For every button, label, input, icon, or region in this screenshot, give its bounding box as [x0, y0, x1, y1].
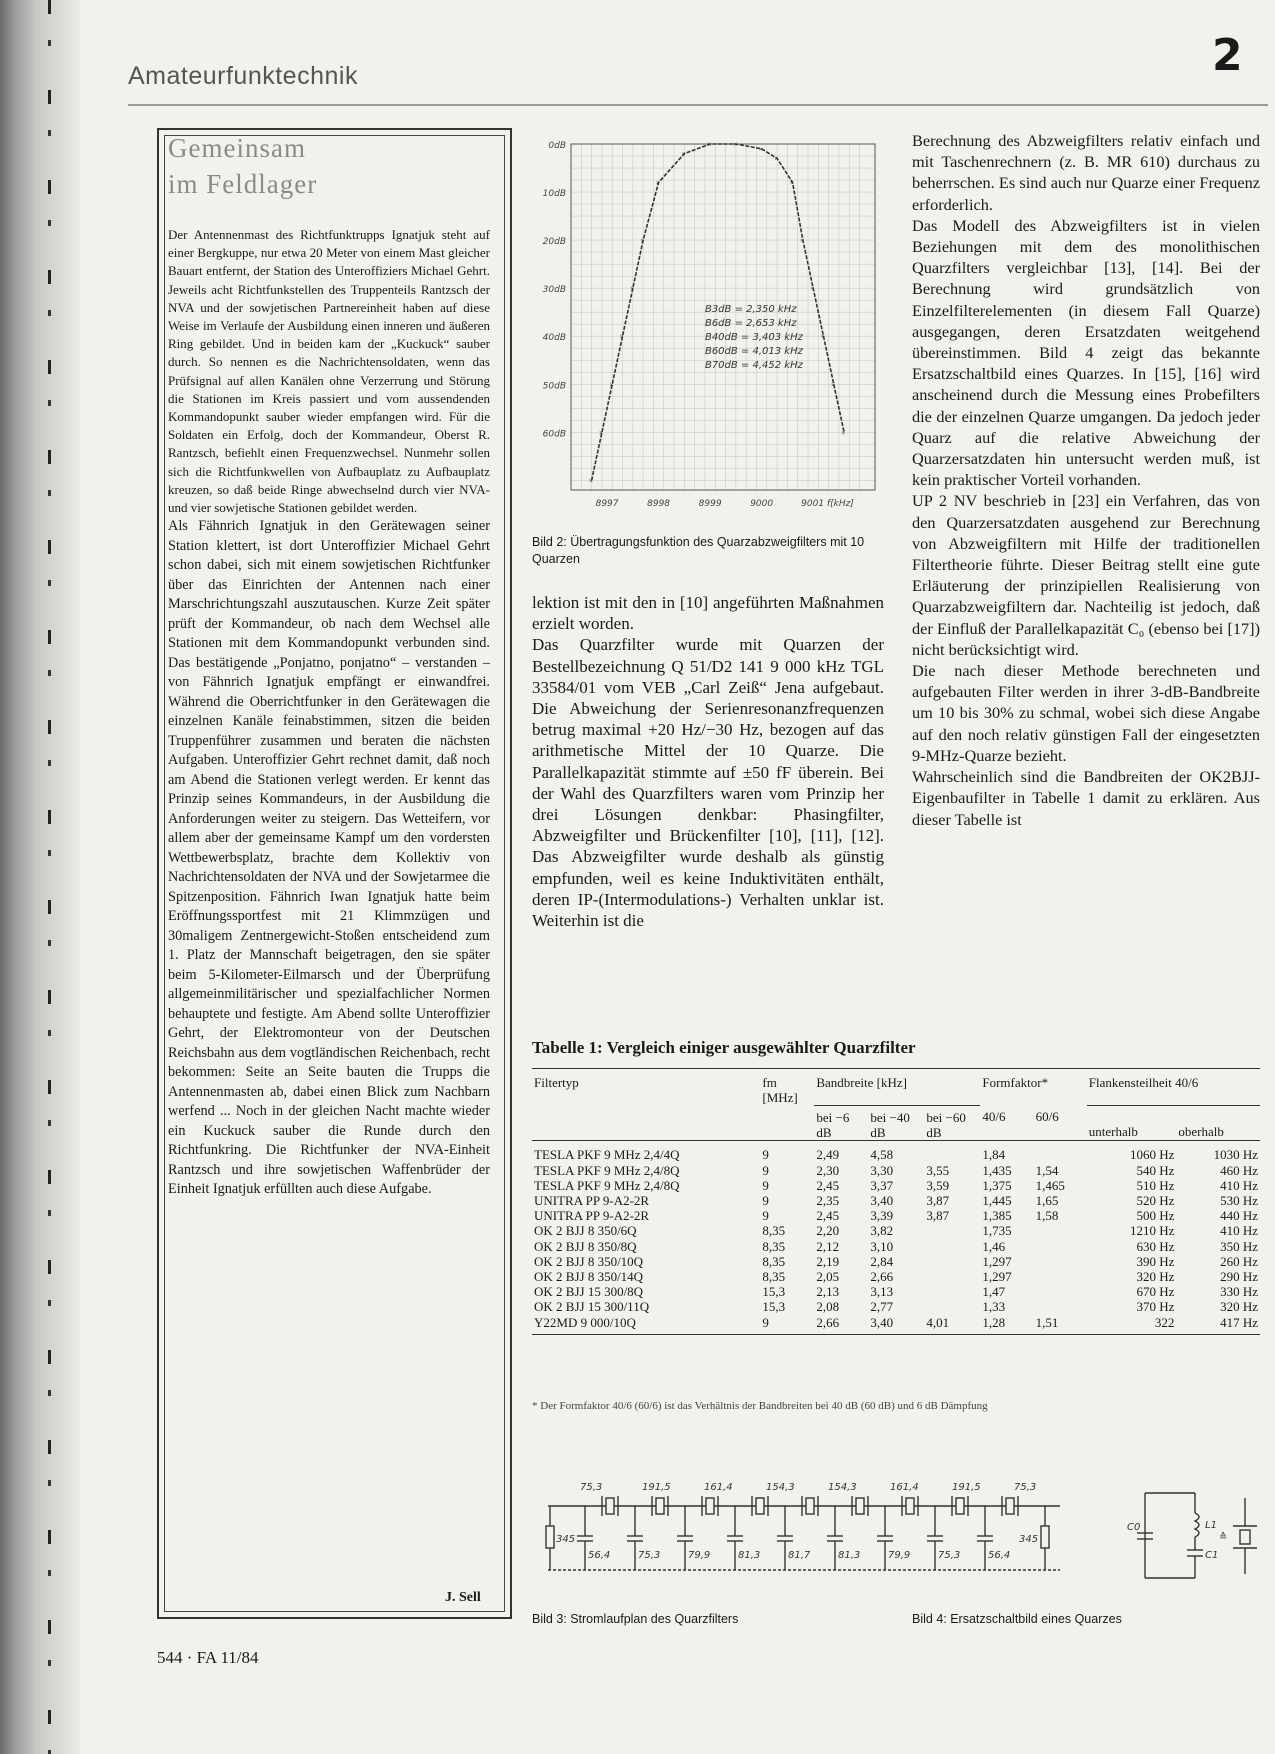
scan-edge-shadow: [0, 0, 80, 1754]
cell-bw40: 4,58: [870, 1147, 894, 1163]
cell-bw40: 3,40: [870, 1314, 894, 1330]
cell-unterhalb: 540 Hz: [1136, 1162, 1175, 1178]
header-rule: [128, 104, 1268, 106]
table-row: [532, 1163, 1260, 1178]
table-row: [532, 1269, 1260, 1284]
chart-point: ×: [629, 284, 635, 294]
cell-ff40: 1,297: [982, 1253, 1012, 1269]
cell-oberhalb: 350 Hz: [1220, 1238, 1258, 1254]
plot-frame: [571, 144, 875, 490]
column2-text: [532, 592, 884, 931]
cell-oberhalb: 530 Hz: [1220, 1192, 1258, 1208]
crystal: [756, 1498, 764, 1514]
label-l1: L1: [1205, 1520, 1217, 1531]
cell-filtertyp: OK 2 BJJ 8 350/8Q: [534, 1238, 637, 1254]
cell-ff60: 1,54: [1035, 1162, 1059, 1178]
table-row: [532, 1147, 1260, 1162]
sidebar-title: [168, 130, 317, 202]
capacitor-value-top: 154,3: [828, 1482, 857, 1493]
cell-bw60: 3,87: [926, 1192, 950, 1208]
column3-text: [912, 130, 1260, 830]
capacitor-value-bottom: 79,9: [888, 1550, 911, 1561]
cell-filtertyp: TESLA PKF 9 MHz 2,4/8Q: [534, 1177, 680, 1193]
cell-oberhalb: 417 Hz: [1220, 1314, 1258, 1330]
cell-ff40: 1,47: [982, 1284, 1006, 1300]
y-tick-label: 10dB: [542, 189, 566, 200]
cell-bw60: [924, 1147, 980, 1162]
cell-filtertyp: TESLA PKF 9 MHz 2,4/4Q: [534, 1147, 680, 1163]
crystal: [1006, 1498, 1014, 1514]
cell-ff40: 1,28: [982, 1314, 1006, 1330]
cell-bw60: [924, 1269, 980, 1284]
cell-oberhalb: 440 Hz: [1220, 1208, 1258, 1224]
cell-bw6: 2,20: [816, 1223, 840, 1239]
th-bw-60: bei −60 dB: [926, 1109, 966, 1141]
cell-filtertyp: Y22MD 9 000/10Q: [534, 1314, 636, 1330]
cell-fm: 15,3: [762, 1299, 786, 1315]
capacitor-value-top: 191,5: [642, 1482, 671, 1493]
cell-unterhalb: 670 Hz: [1136, 1284, 1175, 1300]
cell-unterhalb: 1060 Hz: [1129, 1147, 1175, 1163]
sidebar-paragraph: Der Antennenmast des Richtfunktrupps Ignatjuk steht auf einer Bergkuppe, nur etwa 20 Meter von einem Mast gleicher Bauart entfernt, der Station des Unteroffiziers Michael Gehrt. Jeweils acht Richtfunkstellen des Truppenteils Rantzsch der NVA und der sowjetischen Partnereinheit haben auf diese Weise im Verlaufe der Ausbildung einen inneren und äußeren Ring gebildet. Und in beiden kam der „Kuckuck“ sauber durch. So nennen es die Nachrichtensoldaten, wenn das Prüfsignal auf allen Kanälen ohne Verzerrung und Störung die Stationen im Kreis passiert und vom aussendenden Kommandopunkt sauber wieder empfangen wird. Für die Soldaten ein Erfolg, doch der Kommandeur, Oberst R. Rantzsch, befiehlt einen Frequenzwechsel. Nunmehr sollen sich die Richtfunkwellen von Aufbauplatz zu Aufbauplatz kreuzen, so daß beide Ringe abwechselnd durch vier NVA- und vier sowjetische Stationen gebildet werden.: [168, 227, 490, 516]
x-tick-label: 8999: [698, 499, 722, 509]
cell-bw40: 2,66: [870, 1268, 894, 1284]
cell-bw60: [924, 1254, 980, 1269]
cell-fm: 9: [762, 1147, 769, 1163]
cell-bw6: 2,49: [816, 1147, 840, 1163]
table-row: [532, 1208, 1260, 1223]
cell-unterhalb: 510 Hz: [1136, 1177, 1175, 1193]
cell-oberhalb: 1030 Hz: [1213, 1147, 1258, 1163]
chart-point: ×: [655, 178, 661, 188]
cell-ff40: 1,385: [982, 1208, 1012, 1224]
chart-point: ×: [609, 380, 614, 390]
th-filtertyp: Filtertyp: [534, 1075, 579, 1090]
cell-filtertyp: OK 2 BJJ 15 300/8Q: [534, 1284, 644, 1300]
table-row: [532, 1284, 1260, 1299]
filter-schematic: [540, 1478, 1120, 1588]
crystal: [806, 1498, 814, 1514]
resistor-value: 345: [1019, 1534, 1039, 1545]
table-row: [532, 1239, 1260, 1254]
bandwidth-annotation: B3dB = 2,350 kHz: [704, 304, 797, 316]
cell-filtertyp: OK 2 BJJ 8 350/14Q: [534, 1268, 644, 1284]
chart-point: ×: [799, 236, 805, 246]
cell-bw40: 2,77: [870, 1299, 894, 1315]
cell-filtertyp: OK 2 BJJ 8 350/10Q: [534, 1253, 644, 1269]
quartz-filter-table: [532, 1068, 1260, 1335]
cell-unterhalb: 320 Hz: [1136, 1268, 1175, 1284]
cell-ff40: 1,435: [982, 1162, 1012, 1178]
cell-bw60: [924, 1299, 980, 1314]
bandwidth-annotation: B40dB = 3,403 kHz: [704, 332, 803, 344]
cell-bw60: [924, 1284, 980, 1299]
chart-point: ×: [789, 178, 795, 188]
th-ff-60: 60/6: [1035, 1109, 1059, 1125]
cell-bw60: [924, 1239, 980, 1254]
cell-bw6: 2,19: [816, 1253, 840, 1269]
cell-bw40: 3,37: [870, 1177, 894, 1193]
bandwidth-annotation: B6dB = 2,653 kHz: [704, 318, 797, 330]
chart-grid: [571, 144, 875, 490]
x-tick-label: 9001 f[kHz]: [801, 499, 854, 509]
cell-ff40: 1,297: [982, 1268, 1012, 1284]
th-bw-40: bei −40 dB: [870, 1109, 910, 1141]
resistor: [546, 1526, 554, 1548]
cell-bw6: 2,13: [816, 1284, 840, 1300]
column3-paragraph: Das Modell des Abzweigfilters ist in vielen Beziehungen mit dem des monolithischen Quarzfilters vergleichbar [13], [14]. Bei der Berechnung wird grundsätzlich von Einzelfilterelementen (in diesem Fall Quarze) ausgegangen, deren Ersatzdaten weitgehend übereinstimmen. Bild 4 zeigt das bekannte Ersatzschaltbild eines Quarzes. In [15], [16] wird anscheinend durch die Messung eines Probefilters die der einzelnen Quarze umgangen. Da jedoch jeder Quarz auf die relative Abweichung der Quarzersatzdaten hin untersucht werden muß, ist kein praktischer Vorteil vorhanden.: [912, 215, 1260, 490]
sidebar-title-line2: im Feldlager: [168, 169, 318, 199]
th-bandbreite: Bandbreite [kHz]: [814, 1069, 980, 1106]
chart-point: ×: [774, 154, 779, 164]
cell-bw6: 2,05: [816, 1268, 840, 1284]
cell-unterhalb: 500 Hz: [1136, 1208, 1175, 1224]
cell-unterhalb: 322: [1154, 1314, 1175, 1330]
cell-ff40: 1,735: [982, 1223, 1012, 1239]
transfer-function-chart: [535, 128, 887, 530]
cell-filtertyp: TESLA PKF 9 MHz 2,4/8Q: [534, 1162, 680, 1178]
crystal: [956, 1498, 964, 1514]
chart-point: ×: [810, 284, 815, 294]
capacitor-value-top: 161,4: [704, 1482, 733, 1493]
cell-oberhalb: 410 Hz: [1220, 1223, 1258, 1239]
x-tick-label: 9000: [750, 499, 774, 509]
cell-oberhalb: 330 Hz: [1220, 1284, 1258, 1300]
chart-point: ×: [707, 140, 712, 149]
th-fm: fm [MHz]: [762, 1075, 798, 1106]
handwritten-page-number: 2: [1212, 30, 1243, 81]
x-tick-label: 8997: [595, 499, 619, 509]
cell-bw6: 2,45: [816, 1177, 840, 1193]
chart-annotations: [705, 304, 804, 371]
y-tick-label: 50dB: [542, 381, 566, 392]
th-ff-40: 40/6: [982, 1109, 1006, 1125]
capacitor-value-top: 75,3: [580, 1482, 603, 1493]
cell-bw6: 2,30: [816, 1162, 840, 1178]
capacitor-value-bottom: 56,4: [588, 1550, 611, 1561]
cell-filtertyp: OK 2 BJJ 15 300/11Q: [534, 1299, 650, 1315]
capacitor-value-top: 154,3: [766, 1482, 795, 1493]
cell-bw40: 3,13: [870, 1284, 894, 1300]
cell-bw6: 2,35: [816, 1192, 840, 1208]
sidebar-text: [168, 226, 490, 1200]
cell-filtertyp: UNITRA PP 9-A2-2R: [534, 1208, 650, 1224]
cell-fm: 9: [762, 1162, 769, 1178]
cell-unterhalb: 1210 Hz: [1129, 1223, 1175, 1239]
cell-bw40: 3,82: [870, 1223, 894, 1239]
quartz-equivalent-circuit: [1125, 1478, 1265, 1588]
y-tick-label: 30dB: [542, 285, 566, 296]
cell-ff60: 1,51: [1035, 1314, 1059, 1330]
cell-bw60: 3,59: [926, 1177, 950, 1193]
cell-ff40: 1,84: [982, 1147, 1006, 1163]
capacitor-value-bottom: 81,3: [738, 1550, 761, 1561]
cell-bw40: 2,84: [870, 1253, 894, 1269]
table-row: [532, 1299, 1260, 1314]
cell-fm: 8,35: [762, 1253, 786, 1269]
th-formfaktor: Formfaktor*: [982, 1075, 1049, 1090]
cell-oberhalb: 460 Hz: [1220, 1162, 1258, 1178]
sidebar-title-line1: Gemeinsam: [168, 133, 306, 163]
th-bw-6: bei −6 dB: [816, 1109, 850, 1141]
y-tick-label: 40dB: [542, 333, 566, 344]
cell-bw6: 2,08: [816, 1299, 840, 1315]
cell-ff60: [1034, 1223, 1087, 1238]
cell-bw60: 3,87: [926, 1208, 950, 1224]
chart-point: ×: [640, 236, 645, 246]
figure2-caption: Bild 2: Übertragungsfunktion des Quarzabzweigfilters mit 10 Quarzen: [532, 535, 865, 566]
cell-ff60: 1,465: [1035, 1177, 1065, 1193]
cell-ff60: [1034, 1147, 1087, 1162]
cell-oberhalb: 410 Hz: [1220, 1177, 1258, 1193]
table-caption: Tabelle 1: Vergleich einiger ausgewählter Quarzfilter: [532, 1038, 916, 1057]
x-tick-label: 8998: [647, 499, 671, 509]
table-row: [532, 1254, 1260, 1269]
cell-fm: 9: [762, 1208, 769, 1224]
resistor: [1041, 1526, 1049, 1548]
y-tick-label: 60dB: [542, 429, 566, 440]
chart-point: ×: [830, 380, 836, 390]
capacitor-value-bottom: 81,7: [788, 1550, 811, 1561]
cell-filtertyp: UNITRA PP 9-A2-2R: [534, 1192, 650, 1208]
cell-unterhalb: 630 Hz: [1136, 1238, 1175, 1254]
cell-ff60: 1,58: [1035, 1208, 1059, 1224]
capacitor-value-bottom: 56,4: [988, 1550, 1011, 1561]
table-row: [532, 1178, 1260, 1193]
table-footnote: * Der Formfaktor 40/6 (60/6) ist das Verhältnis der Bandbreiten bei 40 dB (60 dB) und 6 dB Dämpfung: [532, 1400, 988, 1412]
column3-paragraph: Wahrscheinlich sind die Bandbreiten der OK2BJJ-Eigenbaufilter in Tabelle 1 damit zu erklären. Aus dieser Tabelle ist: [912, 767, 1260, 829]
th-flanken: Flankensteilheit 40/6: [1087, 1069, 1260, 1106]
cell-bw6: 2,12: [816, 1238, 840, 1254]
cell-fm: 9: [762, 1177, 769, 1193]
cell-fm: 8,35: [762, 1223, 786, 1239]
chart-point: ×: [820, 332, 825, 342]
crystal: [706, 1498, 714, 1514]
cell-fm: 8,35: [762, 1268, 786, 1284]
column2-paragraph: Das Quarzfilter wurde mit Quarzen der Bestellbezeichnung Q 51/D2 141 9 000 kHz TGL 33584/01 vom VEB „Carl Zeiß“ Jena aufgebaut. Die Abweichung der Serienresonanzfrequenzen betrug maximal +20 Hz/−30 Hz, bezogen auf das arithmetische Mittel der 10 Quarze. Die Parallelkapazität stimmte auf ±50 fF überein. Bei der Wahl des Quarzfilters waren vom Prinzip her drei Lösungen denkbar: Phasingfilter, Abzweigfilter und Brückenfilter [10], [11], [12]. Das Abzweigfilter wurde deshalb als günstig empfunden, weil es keine Induktivitäten enthält, deren IP-(Intermodulations-) Verhalten unklar ist. Weiterhin ist die: [532, 635, 884, 931]
chart-point: ×: [598, 428, 604, 438]
capacitor-value-bottom: 79,9: [688, 1550, 711, 1561]
cell-ff60: [1034, 1299, 1087, 1314]
chart-point: ×: [732, 140, 738, 149]
y-tick-label: 0dB: [548, 141, 566, 151]
label-c1: C1: [1205, 1550, 1219, 1561]
column3-paragraph: Die nach dieser Methode berechneten und aufgebauten Filter werden in ihrer 3-dB-Bandbreite um 10 bis 30% zu schmal, wobei sich diese Angabe auf den noch relativ günstigen Fall der eingesetzten 9-MHz-Quarze bezieht.: [912, 661, 1260, 765]
cell-ff40: 1,445: [982, 1192, 1012, 1208]
label-c0: C0: [1127, 1522, 1141, 1533]
chart-point: ×: [588, 476, 594, 486]
resistor-value: 345: [556, 1534, 576, 1545]
cell-unterhalb: 520 Hz: [1136, 1192, 1175, 1208]
cell-oberhalb: 260 Hz: [1220, 1253, 1258, 1269]
th-unterhalb: unterhalb: [1088, 1123, 1138, 1139]
cell-unterhalb: 370 Hz: [1136, 1299, 1175, 1315]
cell-fm: 9: [762, 1192, 769, 1208]
cell-bw40: 3,40: [870, 1192, 894, 1208]
capacitor-value-bottom: 81,3: [838, 1550, 861, 1561]
capacitor-value-bottom: 75,3: [638, 1550, 661, 1561]
cell-fm: 8,35: [762, 1238, 786, 1254]
chart-point: ×: [619, 332, 625, 342]
capacitor-value-top: 75,3: [1014, 1482, 1037, 1493]
page-footer: 544 · FA 11/84: [157, 1648, 259, 1667]
crystal: [606, 1498, 614, 1514]
cell-bw60: [924, 1223, 980, 1238]
figure4-caption: Bild 4: Ersatzschaltbild eines Quarzes: [912, 1612, 1122, 1626]
cell-fm: 9: [762, 1314, 769, 1330]
cell-ff60: [1034, 1284, 1087, 1299]
y-tick-label: 20dB: [542, 237, 566, 248]
chart-point: ×: [841, 428, 846, 438]
equivalence-sign: ≙: [1219, 1532, 1228, 1543]
cell-bw6: 2,66: [816, 1314, 840, 1330]
th-oberhalb: oberhalb: [1178, 1123, 1224, 1139]
cell-bw6: 2,45: [816, 1208, 840, 1224]
cell-ff40: 1,375: [982, 1177, 1012, 1193]
capacitor-value-top: 191,5: [952, 1482, 981, 1493]
section-header: Amateurfunktechnik: [128, 62, 358, 90]
cell-ff40: 1,33: [982, 1299, 1006, 1315]
cell-bw60: 4,01: [926, 1314, 950, 1330]
cell-ff60: [1034, 1239, 1087, 1254]
column3-paragraph: UP 2 NV beschrieb in [23] ein Verfahren, das von den Quarzersatzdaten ausgehend zur Berechnung von Abzweigfiltern mit Hilfe der traditionellen Filtertheorie führte. Dieser Beitrag stellt eine gute Erläuterung der prinzipiellen Realisierung von Quarzabzweigfiltern dar. Nachteilig ist jedoch, daß der Einfluß der Parallelkapazität C₀ (ebenso bei [17]) nicht berücksichtigt wird.: [912, 491, 1260, 659]
cell-filtertyp: OK 2 BJJ 8 350/6Q: [534, 1223, 637, 1239]
cell-bw40: 3,30: [870, 1162, 894, 1178]
cell-fm: 15,3: [762, 1284, 786, 1300]
crystal: [656, 1498, 664, 1514]
bandwidth-annotation: B60dB = 4,013 kHz: [704, 346, 803, 358]
cell-unterhalb: 390 Hz: [1136, 1253, 1175, 1269]
cell-bw40: 3,10: [870, 1238, 894, 1254]
cell-bw60: 3,55: [926, 1162, 950, 1178]
sidebar-paragraph: Als Fähnrich Ignatjuk in den Gerätewagen seiner Station klettert, ist dort Unteroffizier Michael Gehrt schon dabei, sich mit einem sowjetischen Richtfunker über das Einrichten der Antennen nach einer Marschrichtungszahl auszutauschen. Kurze Zeit später prüft der Kommandeur, ob nach dem Wechsel alle Stationen mit dem Kommandopunkt verbunden sind. Das bestätigende „Ponjatno, ponjatno“ – verstanden – von Fähnrich Ignatjuk empfängt er einwandfrei. Während die Oberrichtfunker in den Gerätewagen die einzelnen Kanäle feinabstimmen, sitzen die beiden Truppenführer zusammen und beraten die nächsten Aufgaben. Unteroffizier Gehrt rechnet damit, daß noch am Abend die Stationen verlegt werden. Er kennt das Prinzip seines Kommandeurs, in der Ausbildung die Anforderungen weiter zu steigern. Das Wetteifern, vor allem aber der gemeinsame Kampf um den vordersten Wettbewerbsplatz, brachte dem Kollektiv von Nachrichtensoldaten der NVA und der Sowjetarmee die Spitzenposition. Fähnrich Iwan Ignatjuk hatte beim Eröffnungssportfest mit 21 Klimmzügen und 30maligem Zentnergewicht-Stoßen entscheidend zum 1. Platz der Mannschaft beigetragen, den sie später beim 5-Kilometer-Eilmarsch und der Überprüfung allgemeinmilitärischer und spezialfachlicher Normen behauptete und festigte. Am Abend sollte Unteroffizier Gehrt, der Elektromonteur von der Deutschen Reichsbahn aus dem vogtländischen Reichenbach, recht bekommen: Seite an Seite bauten die Trupps die Antennenmasten ab, dabei einen Blick zum Nachbarn werfend ... Noch in der gleichen Nacht machte wieder ein Kuckuck sauber die Runde durch den Richtfunkring. Die Richtfunker der NVA-Einheit Rantzsch und ihre sowjetischen Waffenbrüder der Einheit Ignatjuk erfüllten auch diese Aufgabe.: [168, 518, 490, 1198]
author-signature: J. Sell: [445, 1590, 481, 1605]
cell-bw40: 3,39: [870, 1208, 894, 1224]
table-row: [532, 1223, 1260, 1238]
capacitor-value-top: 161,4: [890, 1482, 919, 1493]
capacitor-value-bottom: 75,3: [938, 1550, 961, 1561]
figure3-caption: Bild 3: Stromlaufplan des Quarzfilters: [532, 1612, 739, 1626]
table-row: [532, 1315, 1260, 1330]
crystal: [856, 1498, 864, 1514]
cell-oberhalb: 290 Hz: [1220, 1268, 1258, 1284]
cell-ff40: 1,46: [982, 1238, 1006, 1254]
cell-oberhalb: 320 Hz: [1220, 1299, 1258, 1315]
chart-point: ×: [681, 149, 686, 159]
cell-ff60: [1034, 1269, 1087, 1284]
column2-paragraph: lektion ist mit den in [10] angeführten Maßnahmen erzielt worden.: [532, 593, 884, 634]
chart-point: ×: [758, 144, 764, 154]
cell-ff60: 1,65: [1035, 1192, 1059, 1208]
column3-paragraph: Berechnung des Abzweigfilters relativ einfach und mit Taschenrechnern (z. B. MR 610) durchaus zu beherrschen. Es sind auch nur Quarze einer Frequenz erforderlich.: [912, 131, 1260, 214]
cell-ff60: [1034, 1254, 1087, 1269]
bandwidth-annotation: B70dB = 4,452 kHz: [704, 360, 803, 372]
crystal: [906, 1498, 914, 1514]
table-row: [532, 1193, 1260, 1208]
